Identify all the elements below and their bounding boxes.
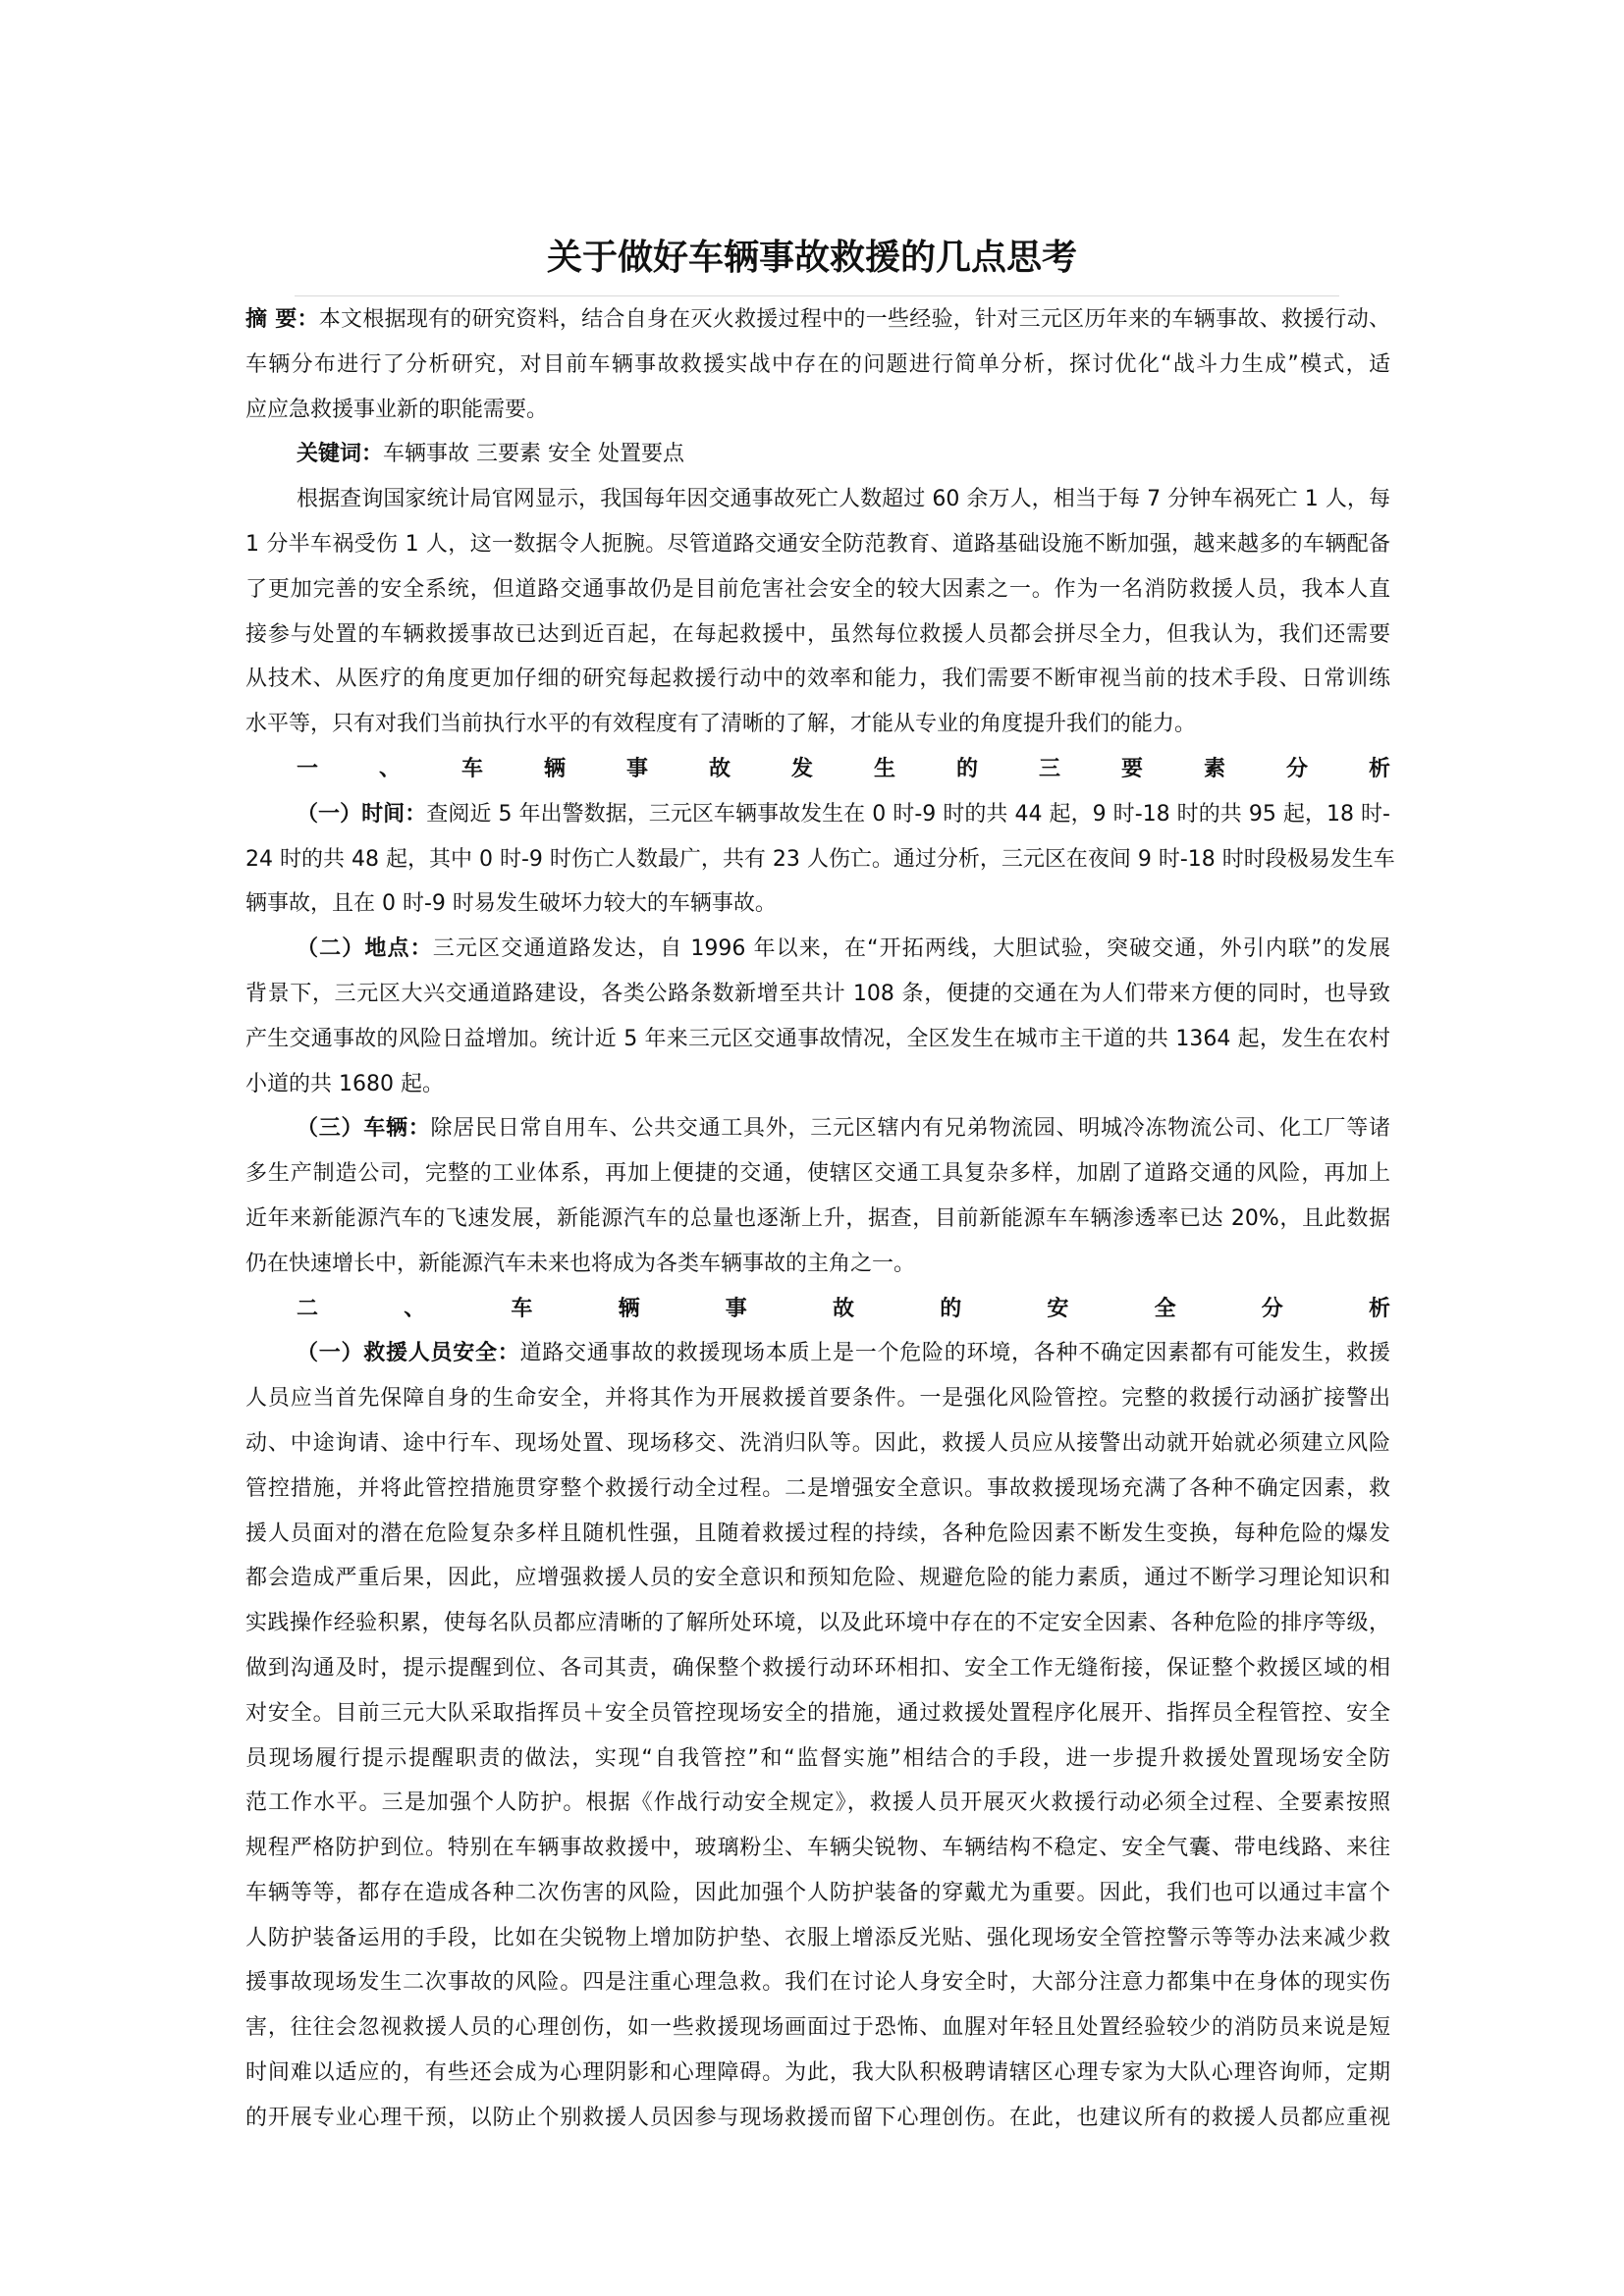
- line-text: 本文根据现有的研究资料，结合自身在灭火救援过程中的一些经验，针对三元区历年来的车辆事故、救援行动、: [318, 307, 1390, 332]
- line-text: 三元区交通道路发达，自 1996 年以来，在“开拓两线，大胆试验，突破交通，外引内联”的发展: [432, 936, 1390, 962]
- line-text: 时间难以适应的，有些还会成为心理阴影和心理障碍。为此，我大队积极聘请辖区心理专家为大队心理咨询师，定期: [245, 2060, 1390, 2086]
- text-line: [245, 1916, 1390, 1961]
- line-text: 小道的共 1680 起。: [245, 1071, 444, 1096]
- paragraph: [245, 1331, 1390, 2140]
- section-heading: 二、车辆事故的安全分析: [297, 1296, 1390, 1321]
- line-text: 道路交通事故的救援现场本质上是一个危险的环境，各种不确定因素都有可能发生，救援: [519, 1341, 1390, 1366]
- line-text: 根据查询国家统计局官网显示，我国每年因交通事故死亡人数超过 60 余万人，相当于每 7 分钟车祸死亡 1 人，每: [297, 487, 1390, 512]
- line-text: 车辆分布进行了分析研究，对目前车辆事故救援实战中存在的问题进行简单分析，探讨优化“战斗力生成”模式，适: [245, 351, 1390, 377]
- text-line: [245, 2051, 1390, 2096]
- text-line: [245, 1106, 1390, 1151]
- paragraph-lead-label: （三）车辆：: [297, 1116, 431, 1142]
- text-line: [245, 1960, 1390, 2005]
- line-text: 做到沟通及时，提示提醒到位、各司其责，确保整个救援行动环环相扣、安全工作无缝衔接，保证整个救援区域的相: [245, 1655, 1390, 1681]
- line-text: 产生交通事故的风险日益增加。统计近 5 年来三元区交通事故情况，全区发生在城市主干道的共 1364 起，发生在农村: [245, 1026, 1390, 1051]
- line-text: 车辆等等，都存在造成各种二次伤害的风险，因此加强个人防护装备的穿戴尤为重要。因此，我们也可以通过丰富个: [245, 1880, 1390, 1905]
- text-line: [245, 2096, 1390, 2141]
- text-line: [245, 1467, 1390, 1512]
- line-text: 害，往往会忽视救援人员的心理创伤，如一些救援现场画面过于恐怖、血腥对年轻且处置经验较少的消防员来说是短: [245, 2015, 1390, 2041]
- text-line: [245, 702, 1390, 747]
- text-line: [245, 297, 1390, 343]
- document-body: [245, 297, 1395, 2141]
- text-line: [245, 1736, 1390, 1782]
- line-text: 规程严格防护到位。特别在车辆事故救援中，玻璃粉尘、车辆尖锐物、车辆结构不稳定、安全气囊、带电线路、来往: [245, 1836, 1390, 1861]
- text-line: [245, 792, 1390, 837]
- line-text: 多生产制造公司，完整的工业体系，再加上便捷的交通，使辖区交通工具复杂多样，加剧了道路交通的风险，再加上: [245, 1161, 1390, 1187]
- text-line: [245, 657, 1390, 702]
- line-text: 车辆事故 三要素 安全 处置要点: [383, 442, 684, 467]
- text-line: [245, 1556, 1390, 1601]
- text-line: [245, 567, 1390, 613]
- line-text: 除居民日常自用车、公共交通工具外，三元区辖内有兄弟物流园、明城冷冻物流公司、化工厂等诸: [430, 1116, 1390, 1142]
- line-text: 近年来新能源汽车的飞速发展，新能源汽车的总量也逐渐上升，据查，目前新能源车车辆渗透率已达 20%，且此数据: [245, 1205, 1390, 1231]
- text-line: [245, 837, 1395, 882]
- text-line: [245, 2005, 1390, 2051]
- paragraph: [245, 927, 1390, 1106]
- line-text: 人防护装备运用的手段，比如在尖锐物上增加防护垫、衣服上增添反光贴、强化现场安全管控警示等等办法来减少救: [245, 1925, 1390, 1950]
- line-text: 的开展专业心理干预，以防止个别救援人员因参与现场救援而留下心理创伤。在此，也建议所有的救援人员都应重视: [245, 2105, 1390, 2130]
- line-text: 对安全。目前三元大队采取指挥员＋安全员管控现场安全的措施，通过救援处置程序化展开、指挥员全程管控、安全: [245, 1700, 1390, 1726]
- text-line: [245, 1826, 1390, 1871]
- text-line: [245, 388, 1390, 433]
- line-text: 援事故现场发生二次事故的风险。四是注重心理急救。我们在讨论人身安全时，大部分注意力都集中在身体的现实伤: [245, 1970, 1390, 1996]
- line-text: 范工作水平。三是加强个人防护。根据《作战行动安全规定》，救援人员开展灭火救援行动必须全过程、全要素按照: [245, 1790, 1390, 1816]
- text-line: [245, 1151, 1390, 1197]
- text-line: [245, 522, 1390, 567]
- line-text: 从技术、从医疗的角度更加仔细的研究每起救援行动中的效率和能力，我们需要不断审视当前的技术手段、日常训练: [245, 667, 1390, 692]
- paragraph-lead-label: （一）时间：: [297, 801, 427, 827]
- text-line: [245, 1017, 1390, 1062]
- text-line: [245, 1512, 1390, 1557]
- text-line: [245, 1871, 1390, 1916]
- text-line: [245, 1421, 1390, 1467]
- line-text: 接参与处置的车辆救援事故已达到近百起，在每起救援中，虽然每位救援人员都会拼尽全力，但我认为，我们还需要: [245, 621, 1390, 647]
- title-divider: [295, 295, 1339, 296]
- line-text: 援人员面对的潜在危险复杂多样且随机性强，且随着救援过程的持续，各种危险因素不断发生变换，每种危险的爆发: [245, 1521, 1390, 1546]
- text-line: [245, 881, 1390, 927]
- text-line: [245, 477, 1390, 522]
- text-line: [245, 1376, 1390, 1421]
- text-line: [245, 343, 1390, 388]
- line-text: 应应急救援事业新的职能需要。: [245, 397, 549, 422]
- line-text: 水平等，只有对我们当前执行水平的有效程度有了清晰的了解，才能从专业的角度提升我们的能力。: [245, 712, 1197, 737]
- line-text: 都会造成严重后果，因此，应增强救援人员的安全意识和预知危险、规避危险的能力素质，通过不断学习理论知识和: [245, 1566, 1390, 1591]
- text-line: [245, 1331, 1390, 1376]
- text-line: [245, 1646, 1390, 1691]
- section-heading: 一、车辆事故发生的三要素分析: [297, 756, 1390, 781]
- line-text: 辆事故，且在 0 时-9 时易发生破坏力较大的车辆事故。: [245, 891, 777, 917]
- text-line: [245, 1197, 1390, 1242]
- text-line: [245, 1781, 1390, 1826]
- text-line: [245, 432, 1390, 477]
- text-line: [245, 1601, 1390, 1646]
- paragraph: [245, 297, 1390, 432]
- text-line: [245, 613, 1390, 658]
- line-text: 1 分半车祸受伤 1 人，这一数据令人扼腕。尽管道路交通安全防范教育、道路基础设施不断加强，越来越多的车辆配备: [245, 531, 1390, 557]
- paragraph: [245, 1106, 1390, 1286]
- line-text: 24 时的共 48 起，其中 0 时-9 时伤亡人数最广，共有 23 人伤亡。通过分析，三元区在夜间 9 时-18 时时段极易发生车: [245, 846, 1395, 872]
- line-text: 动、中途询请、途中行车、现场处置、现场移交、洗消归队等。因此，救援人员应从接警出动就开始就必须建立风险: [245, 1430, 1390, 1456]
- line-text: 管控措施，并将此管控措施贯穿整个救援行动全过程。二是增强安全意识。事故救援现场充满了各种不确定因素，救: [245, 1475, 1390, 1501]
- text-line: [245, 972, 1390, 1017]
- paragraph-lead-label: （二）地点：: [297, 936, 433, 962]
- line-text: 实践操作经验积累，使每名队员都应清晰的了解所处环境，以及此环境中存在的不定安全因素、各种危险的排序等级，: [245, 1611, 1390, 1636]
- line-text: 员现场履行提示提醒职责的做法，实现“自我管控”和“监督实施”相结合的手段，进一步提升救援处置现场安全防: [245, 1745, 1390, 1771]
- paragraph-lead-label: 关键词：: [297, 442, 384, 467]
- line-text: 背景下，三元区大兴交通道路建设，各类公路条数新增至共计 108 条，便捷的交通在为人们带来方便的同时，也导致: [245, 981, 1390, 1006]
- paragraph-lead-label: （一）救援人员安全：: [297, 1341, 520, 1366]
- document-title: 关于做好车辆事故救援的几点思考: [546, 238, 1077, 278]
- line-text: 人员应当首先保障自身的生命安全，并将其作为开展救援首要条件。一是强化风险管控。完整的救援行动涵扩接警出: [245, 1386, 1390, 1412]
- paragraph: [245, 432, 1390, 477]
- paragraph: [245, 792, 1395, 927]
- text-line: [245, 927, 1390, 972]
- text-line: [245, 1062, 1390, 1107]
- line-text: 查阅近 5 年出警数据，三元区车辆事故发生在 0 时-9 时的共 44 起，9 时-18 时的共 95 起，18 时-: [426, 801, 1390, 827]
- line-text: 了更加完善的安全系统，但道路交通事故仍是目前危害社会安全的较大因素之一。作为一名消防救援人员，我本人直: [245, 576, 1390, 602]
- text-line: [245, 1242, 1390, 1287]
- text-line: [245, 1691, 1390, 1736]
- line-text: 仍在快速增长中，新能源汽车未来也将成为各类车辆事故的主角之一。: [245, 1251, 916, 1276]
- paragraph: [245, 477, 1390, 747]
- paragraph-lead-label: 摘 要：: [245, 307, 319, 332]
